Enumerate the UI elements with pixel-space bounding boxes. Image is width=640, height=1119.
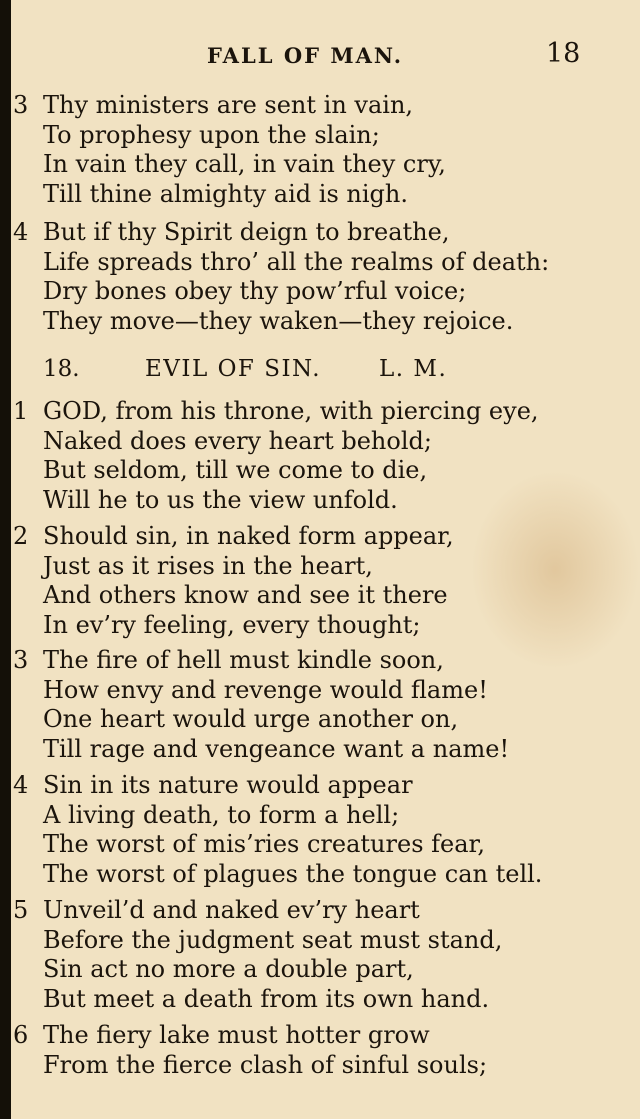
verse-line: How envy and revenge would flame! xyxy=(43,675,488,704)
verse-line: They move—they waken—they rejoice. xyxy=(43,306,514,335)
verse-line: The worst of mis’ries creatures fear, xyxy=(43,830,485,858)
verse-number: 1 xyxy=(13,397,29,425)
verse-6 xyxy=(11,1021,611,1080)
verse-prev-3 xyxy=(11,91,611,209)
verse-number: 3 xyxy=(13,646,29,674)
hymn-heading xyxy=(11,356,611,388)
verse-2 xyxy=(11,522,611,640)
running-head-title: FALL OF MAN. xyxy=(207,43,404,68)
verse-line: But seldom, till we come to die, xyxy=(43,456,428,484)
verse-line: From the fierce clash of sinful souls; xyxy=(43,1050,488,1079)
verse-line: Unveil’d and naked ev’ry heart xyxy=(43,896,420,924)
verse-line: But if thy Spirit deign to breathe, xyxy=(43,218,450,246)
verse-5 xyxy=(11,896,611,1014)
verse-line: The worst of plagues the tongue can tell. xyxy=(43,859,543,888)
verse-number: 2 xyxy=(13,522,29,550)
verse-line: Till thine almighty aid is nigh. xyxy=(43,179,408,208)
verse-1 xyxy=(11,397,611,515)
verse-line: Will he to us the view unfold. xyxy=(43,485,398,514)
verse-number: 4 xyxy=(13,218,29,246)
verse-line: The fire of hell must kindle soon, xyxy=(43,646,444,674)
hymn-title: EVIL OF SIN. xyxy=(145,356,322,382)
verse-line: Should sin, in naked form appear, xyxy=(43,522,454,550)
verse-3 xyxy=(11,646,611,764)
running-head xyxy=(11,38,611,72)
page-number: 18 xyxy=(546,38,581,69)
hymn-meter: L. M. xyxy=(379,356,448,382)
verse-line: Till rage and vengeance want a name! xyxy=(43,734,510,763)
hymn-number: 18. xyxy=(43,356,80,382)
verse-number: 3 xyxy=(13,91,29,119)
verse-line: And others know and see it there xyxy=(43,581,448,609)
verse-line: One heart would urge another on, xyxy=(43,705,459,733)
verse-line: Sin in its nature would appear xyxy=(43,771,413,799)
verse-line: In vain they call, in vain they cry, xyxy=(43,150,446,178)
verse-number: 6 xyxy=(13,1021,29,1049)
verse-line: In ev’ry feeling, every thought; xyxy=(43,610,421,639)
verse-line: GOD, from his throne, with piercing eye, xyxy=(43,397,539,425)
verse-line: Dry bones obey thy pow’rful voice; xyxy=(43,277,467,305)
verse-line: To prophesy upon the slain; xyxy=(43,120,380,149)
verse-line: A living death, to form a hell; xyxy=(43,800,400,829)
hymnal-page xyxy=(11,0,640,1119)
verse-number: 5 xyxy=(13,896,29,924)
verse-line: Naked does every heart behold; xyxy=(43,426,432,455)
verse-line: Life spreads thro’ all the realms of death: xyxy=(43,247,550,276)
verse-number: 4 xyxy=(13,771,29,799)
verse-line: Just as it rises in the heart, xyxy=(43,551,373,580)
book-spine-edge xyxy=(0,0,11,1119)
verse-prev-4 xyxy=(11,218,611,336)
verse-4 xyxy=(11,771,611,889)
verse-line: Sin act no more a double part, xyxy=(43,955,414,983)
verse-line: Thy ministers are sent in vain, xyxy=(43,91,414,119)
verse-line: But meet a death from its own hand. xyxy=(43,984,490,1013)
verse-line: The fiery lake must hotter grow xyxy=(43,1021,430,1049)
verse-line: Before the judgment seat must stand, xyxy=(43,925,503,954)
